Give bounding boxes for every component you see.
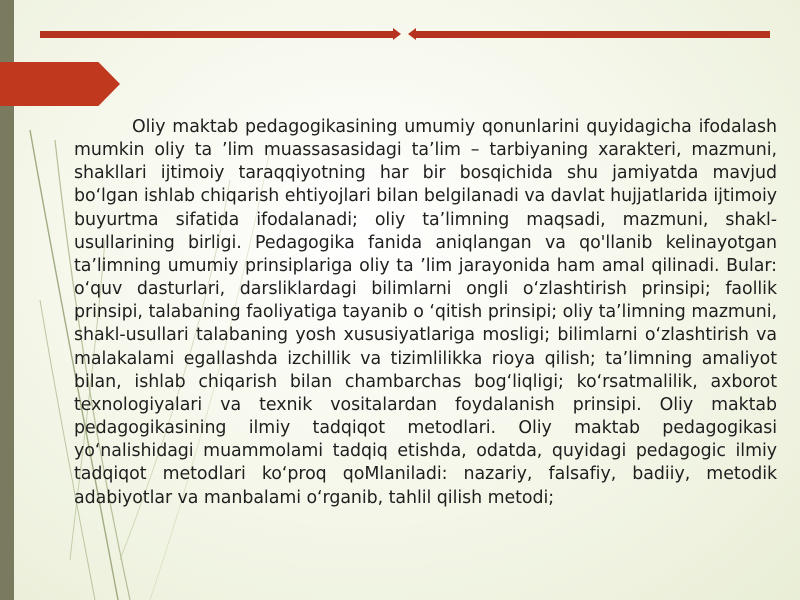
divider-arrow-right (393, 28, 401, 40)
divider-arrow-left (408, 28, 416, 40)
top-divider-right (416, 31, 770, 38)
slide-body-text: Oliy maktab pedagogikasining umumiy qonunlarini quyidagicha ifodalash mumkin oliy ta ’lim muassasasidagi ta’lim – tarbiyaning xarakteri, mazmuni, shakllari ijtimoiy taraqqiyotning har bir bosqichida shu jamiyatda mavjud bo‘lgan ishlab chiqarish ehtiyojlari bilan belgilanadi va davlat hujjatlarida ijtimoiy buyurtma sifatida ifodalanadi; oliy ta’limning maqsadi, mazmuni, shakl- usullarining birligi. Pedagogika fanida aniqlangan va qo'llanib kelinayotgan ta’limning umumiy prinsiplariga oliy ta ’lim jarayonida ham amal qilinadi. Bular: o‘quv dasturlari, darsliklardagi bilimlarni ongli o‘zlashtirish prinsipi; faollik prinsipi, talabaning faoliyatiga tayanib o ‘qitish prinsipi; oliy ta’limning mazmuni, shakl-usullari talabaning yosh xususiyatlariga mosligi; bilimlarni o‘zlashtirish va malakalami egallashda izchillik va tizimlilikka rioya qilish; ta’limning amaliyot bilan, ishlab chiqarish bilan chambarchas bog‘liqligi; ko‘rsatmalilik, axborot texnologiyalari va texnik vositalardan foydalanish prinsipi. Oliy maktab pedagogikasining ilmiy tadqiqot metodlari. Oliy maktab pedagogikasi yo‘nalishidagi muammolami tadqiq etishda, odatda, quyidagi pedagogic ilmiy tadqiqot metodlari ko‘proq qoMlaniladi: nazariy, falsafiy, badiiy, metodik adabiyotlar va manbalami o‘rganib, tahlil qilish metodi; (74, 117, 777, 508)
top-divider-left (40, 31, 394, 38)
title-accent-tab (0, 62, 120, 106)
